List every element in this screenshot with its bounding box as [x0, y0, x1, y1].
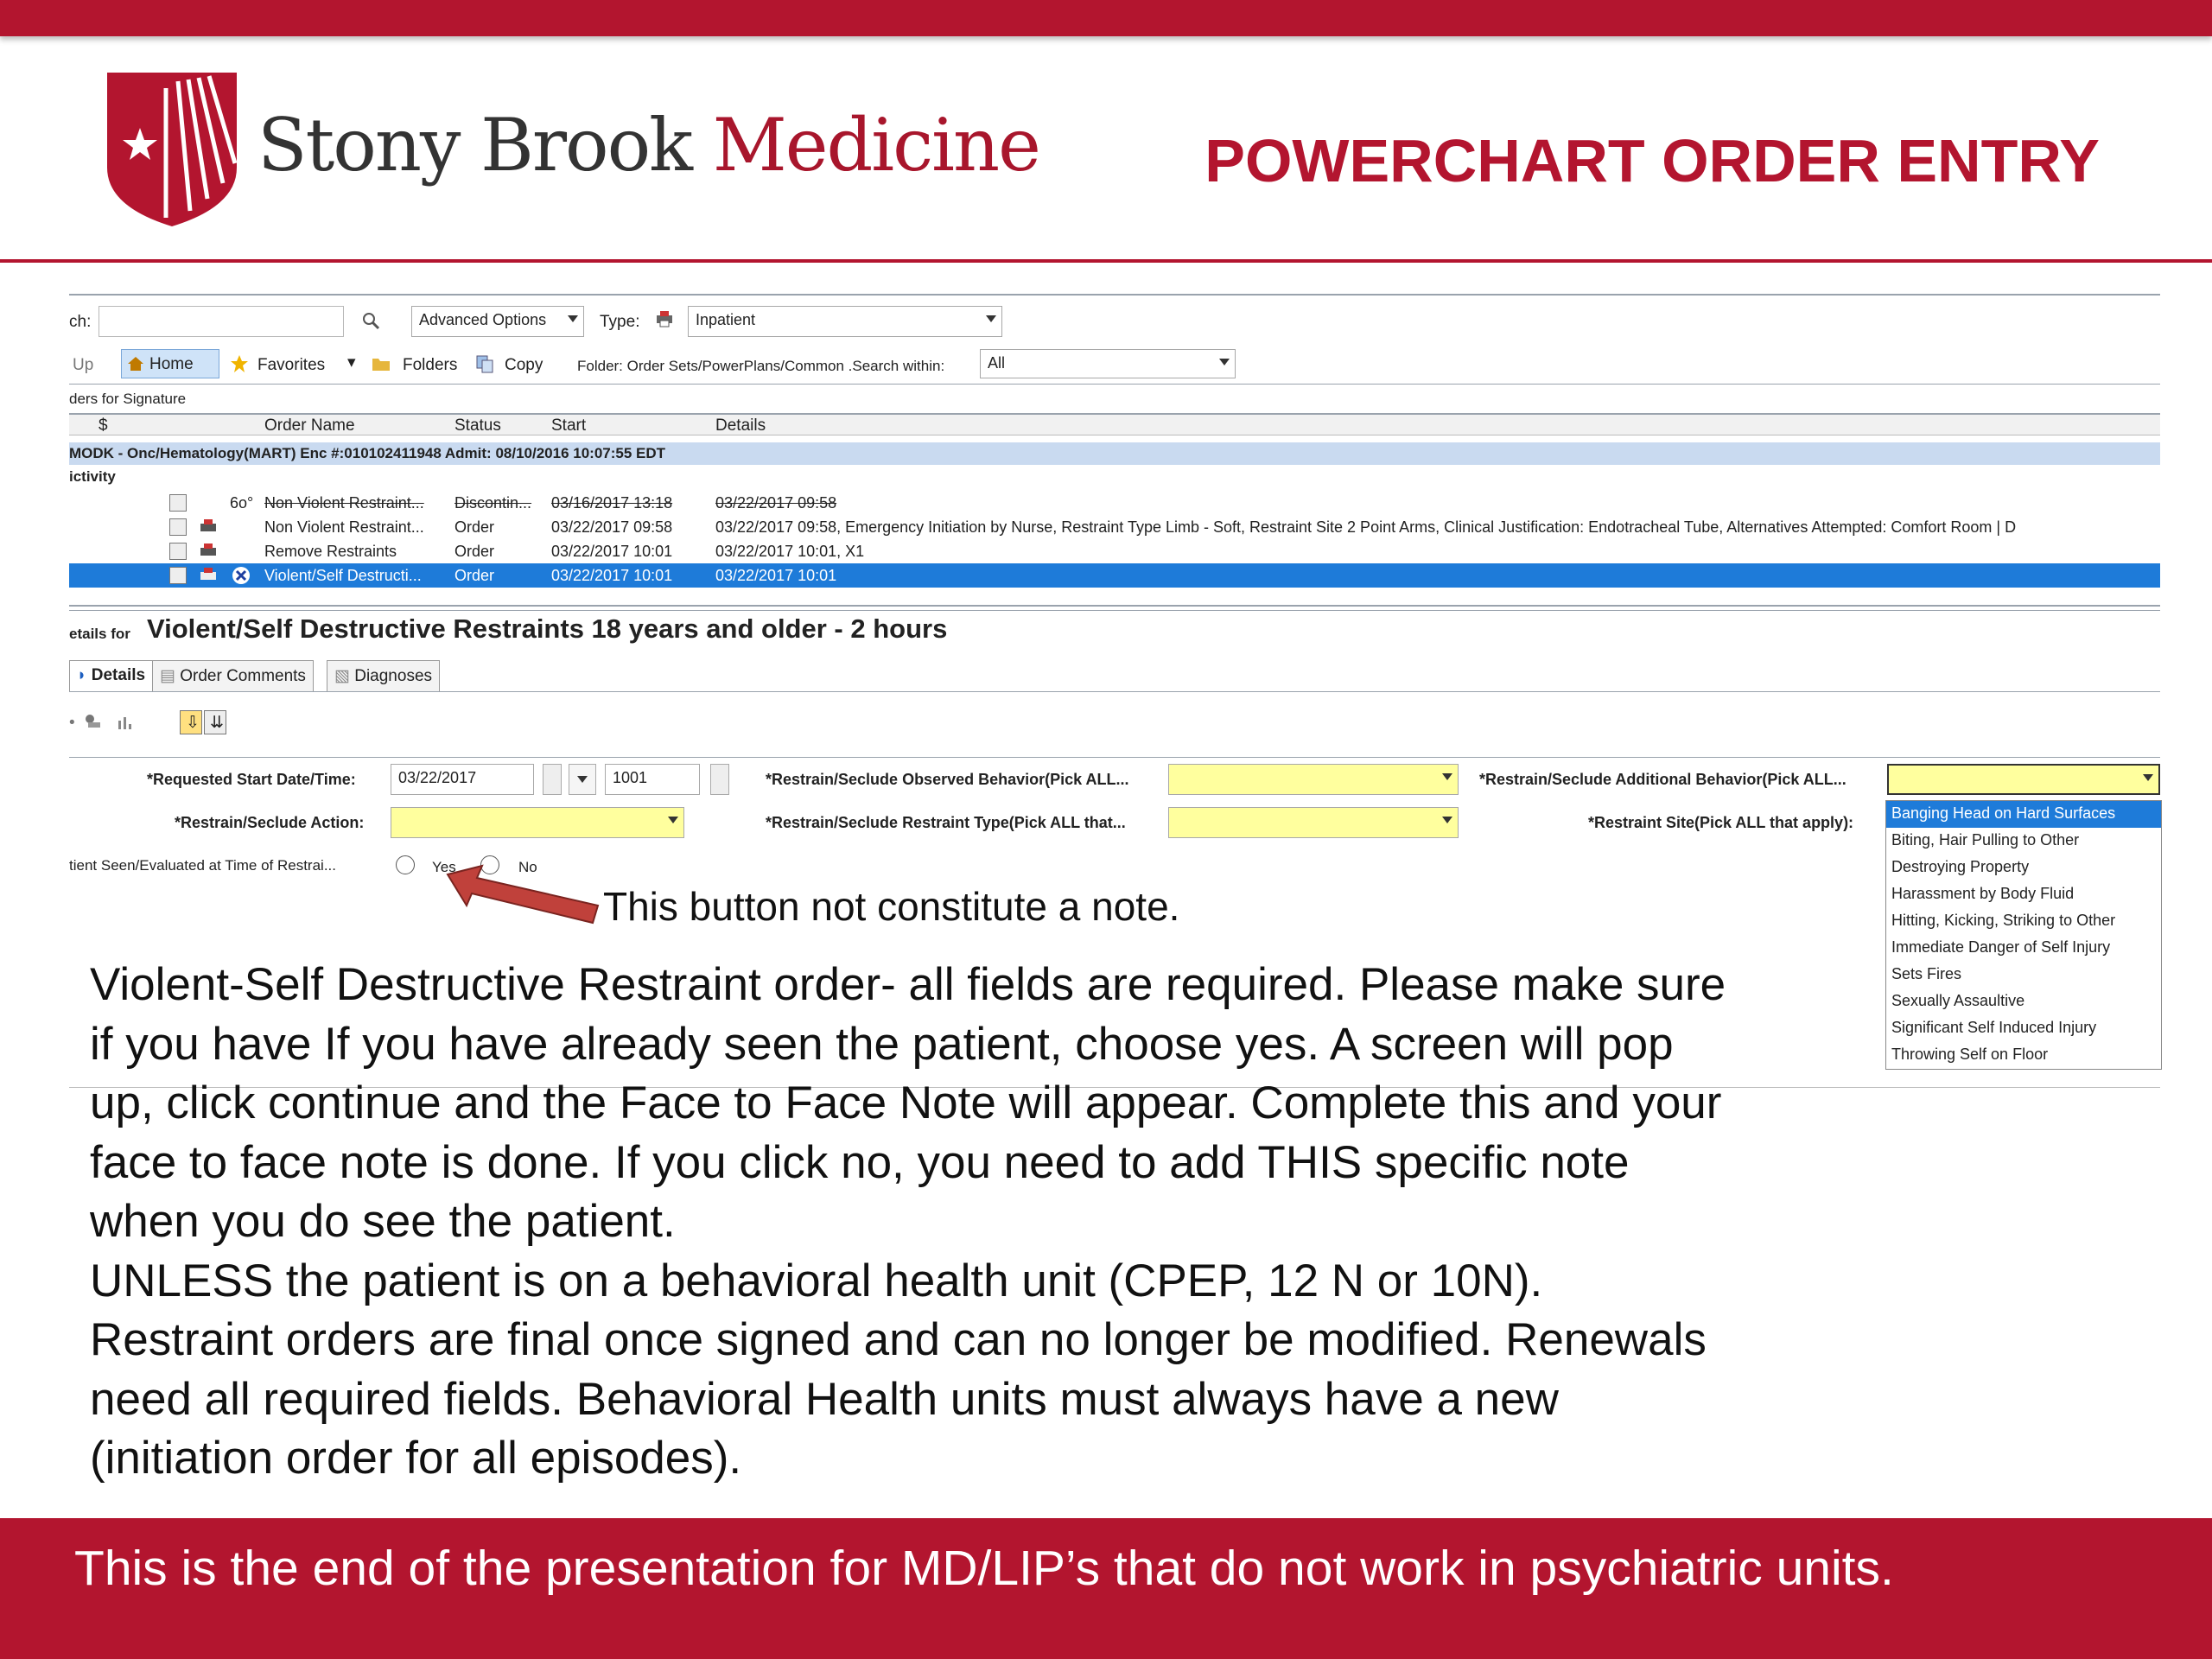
- instruction-line: up, click continue and the Face to Face Note will appear. Complete this and your: [90, 1077, 1722, 1128]
- favorites-button[interactable]: Favorites: [257, 356, 326, 374]
- list-item[interactable]: Biting, Hair Pulling to Other: [1891, 831, 2080, 849]
- order-printer-icon: [199, 518, 218, 537]
- chevron-down-icon: [577, 776, 588, 783]
- restraint-site-label: *Restraint Site(Pick ALL that apply):: [1588, 814, 1854, 831]
- restraint-type-dropdown[interactable]: [1168, 807, 1459, 838]
- patient-encounter-text: MODK - Onc/Hematology(MART) Enc #:010102411948 Admit: 08/10/2016 10:07:55 EDT: [69, 445, 666, 461]
- tab-details-label: Details: [91, 666, 146, 684]
- col-details[interactable]: Details: [715, 416, 766, 435]
- col-status[interactable]: Status: [454, 416, 501, 435]
- divider: [69, 605, 2160, 607]
- order-status: Order: [454, 543, 495, 560]
- col-price[interactable]: $: [99, 416, 108, 435]
- row-checkbox[interactable]: [169, 567, 187, 584]
- link-icon: 6o°: [230, 494, 254, 512]
- row-checkbox[interactable]: [169, 543, 187, 560]
- row-checkbox[interactable]: [169, 494, 187, 512]
- instruction-line: Violent-Self Destructive Restraint order- all fields are required. Please make sure: [90, 959, 1726, 1010]
- observed-behavior-dropdown[interactable]: [1168, 764, 1459, 795]
- order-start: 03/22/2017 10:01: [551, 567, 673, 584]
- table-row-selected[interactable]: [69, 563, 2160, 588]
- date-spinner[interactable]: [543, 764, 562, 795]
- chevron-down-icon: [668, 817, 678, 823]
- instruction-line: Restraint orders are final once signed and can no longer be modified. Renewals: [90, 1314, 1707, 1365]
- dose-icon[interactable]: [83, 712, 102, 731]
- comments-icon: ▤: [160, 667, 181, 685]
- footer-text: This is the end of the presentation for MD/LIP’s that do not work in psychiatric units.: [74, 1541, 1894, 1596]
- order-details: 03/22/2017 10:01, X1: [715, 543, 865, 560]
- chevron-down-icon: [1442, 817, 1452, 823]
- col-start[interactable]: Start: [551, 416, 587, 435]
- details-prefix: etails for: [69, 626, 130, 642]
- additional-behavior-label: *Restrain/Seclude Additional Behavior(Pick ALL...: [1479, 771, 1847, 788]
- favorites-dropdown-icon[interactable]: ▾: [347, 353, 356, 372]
- start-date-value: 03/22/2017: [398, 769, 477, 786]
- tab-diagnoses[interactable]: [327, 660, 440, 691]
- search-within-dropdown[interactable]: [980, 349, 1236, 378]
- callout-arrow-icon: [444, 861, 600, 930]
- order-details: 03/22/2017 10:01: [715, 567, 837, 584]
- divider: [69, 294, 2160, 296]
- slide-title: POWERCHART ORDER ENTRY: [1205, 127, 2100, 194]
- instruction-line: face to face note is done. If you click no, you need to add THIS specific note: [90, 1136, 1630, 1188]
- chart-icon[interactable]: [116, 712, 135, 731]
- order-name: Non Violent Restraint...: [264, 494, 424, 512]
- row-checkbox[interactable]: [169, 518, 187, 536]
- list-item[interactable]: Harassment by Body Fluid: [1891, 885, 2075, 902]
- action-label: *Restrain/Seclude Action:: [175, 814, 365, 831]
- chevron-down-icon: [1442, 773, 1452, 780]
- folder-icon: [372, 354, 391, 373]
- divider: [69, 757, 2160, 758]
- instruction-line: if you have If you have already seen the patient, choose yes. A screen will pop: [90, 1018, 1674, 1070]
- folder-path-text: Folder: Order Sets/PowerPlans/Common .Search within:: [577, 358, 945, 374]
- activity-label: ictivity: [69, 468, 116, 485]
- order-start: 03/22/2017 09:58: [551, 518, 673, 536]
- patient-seen-yes-radio[interactable]: [396, 855, 415, 874]
- order-name: Non Violent Restraint...: [264, 518, 424, 536]
- table-row[interactable]: [69, 491, 2160, 515]
- observed-behavior-label: *Restrain/Seclude Observed Behavior(Pick ALL...: [766, 771, 1129, 788]
- orders-column-header: [69, 413, 2160, 435]
- order-status: Order: [454, 518, 495, 536]
- copy-button[interactable]: Copy: [505, 356, 543, 374]
- start-date-input[interactable]: [391, 764, 534, 795]
- copy-icon: [475, 354, 494, 373]
- divider: [69, 384, 2160, 385]
- order-name: Violent/Self Destructi...: [264, 567, 422, 584]
- order-printer-icon: [199, 566, 218, 585]
- home-label: Home: [149, 355, 194, 373]
- list-item[interactable]: Throwing Self on Floor: [1891, 1046, 2049, 1063]
- search-input[interactable]: [99, 306, 344, 337]
- start-datetime-label: *Requested Start Date/Time:: [147, 771, 356, 788]
- folders-button[interactable]: Folders: [403, 356, 458, 374]
- stony-brook-shield-logo: [107, 73, 237, 226]
- restraint-type-label: *Restrain/Seclude Restraint Type(Pick ALL that...: [766, 814, 1126, 831]
- chevron-down-icon: [986, 315, 996, 322]
- brand-name: Stony Brook: [257, 103, 692, 188]
- order-details: 03/22/2017 09:58: [715, 494, 837, 512]
- header-divider: [0, 259, 2212, 263]
- type-value: Inpatient: [696, 311, 756, 328]
- star-icon: [230, 354, 249, 373]
- list-item[interactable]: Significant Self Induced Injury: [1891, 1019, 2097, 1036]
- col-order-name[interactable]: Order Name: [264, 416, 355, 435]
- diagnoses-icon: ▧: [334, 667, 355, 685]
- list-item[interactable]: Sexually Assaultive: [1891, 992, 2025, 1009]
- double-chevron-down-icon: ⇊: [210, 714, 224, 732]
- type-label: Type:: [600, 313, 640, 331]
- list-item[interactable]: Sets Fires: [1891, 965, 1962, 982]
- order-start: 03/16/2017 13:18: [551, 494, 673, 512]
- cancel-icon[interactable]: [232, 566, 251, 585]
- list-item[interactable]: Banging Head on Hard Surfaces: [1886, 801, 2161, 828]
- order-status: Order: [454, 567, 495, 584]
- time-spinner[interactable]: [710, 764, 729, 795]
- calendar-dropdown[interactable]: [569, 764, 596, 795]
- instruction-line: UNLESS the patient is on a behavioral health unit (CPEP, 12 N or 10N).: [90, 1255, 1543, 1306]
- top-accent-bar: [0, 0, 2212, 36]
- search-within-value: All: [988, 354, 1006, 372]
- action-dropdown[interactable]: [391, 807, 684, 838]
- brand-wordmark: [257, 102, 1039, 188]
- list-item[interactable]: Destroying Property: [1891, 858, 2030, 875]
- tab-order-comments-label: Order Comments: [180, 667, 306, 685]
- yes-button-annotation: This button not constitute a note.: [603, 884, 1180, 929]
- order-printer-icon: [199, 542, 218, 561]
- advanced-options-dropdown[interactable]: [411, 306, 584, 337]
- chevron-down-icon: [2143, 774, 2153, 781]
- list-item[interactable]: Immediate Danger of Self Injury: [1891, 938, 2111, 956]
- info-icon: ◗: [77, 666, 92, 684]
- start-time-input[interactable]: [605, 764, 700, 795]
- yes-label: Yes: [432, 859, 456, 875]
- printer-icon: [655, 309, 674, 328]
- instruction-text: [90, 956, 1956, 1489]
- patient-seen-label: tient Seen/Evaluated at Time of Restrai...: [69, 857, 336, 874]
- advanced-options-label: Advanced Options: [419, 311, 547, 328]
- table-row[interactable]: [69, 515, 2160, 539]
- order-name: Remove Restraints: [264, 543, 397, 560]
- additional-behavior-dropdown[interactable]: [1887, 764, 2160, 795]
- home-icon: [127, 355, 144, 372]
- divider: [69, 610, 2160, 611]
- tab-order-comments[interactable]: [152, 660, 314, 691]
- up-button[interactable]: Up: [73, 356, 94, 374]
- arrow-down-icon: ⇩: [186, 714, 200, 732]
- start-time-value: 1001: [613, 769, 648, 786]
- patient-encounter-bar: [69, 442, 2160, 465]
- toolbar-dot-icon: •: [69, 714, 75, 732]
- brand-suffix: Medicine: [712, 103, 1039, 188]
- orders-section-label: ders for Signature: [69, 391, 187, 407]
- list-item[interactable]: Hitting, Kicking, Striking to Other: [1891, 912, 2116, 929]
- tab-details[interactable]: [69, 660, 153, 691]
- details-title: Violent/Self Destructive Restraints 18 years and older - 2 hours: [147, 613, 948, 644]
- chevron-down-icon: [1219, 359, 1230, 365]
- instruction-line: need all required fields. Behavioral Health units must always have a new: [90, 1373, 1559, 1425]
- table-row[interactable]: [69, 539, 2160, 563]
- expand-all-button[interactable]: [204, 710, 226, 734]
- type-dropdown[interactable]: [688, 306, 1002, 337]
- instruction-line: (initiation order for all episodes).: [90, 1433, 742, 1484]
- order-details: 03/22/2017 09:58, Emergency Initiation by Nurse, Restraint Type Limb - Soft, Restraint Site 2 Point Arms, Clinical Justification: Endotracheal Tube, Alternatives Attempted: Comfort Room | D: [715, 518, 2017, 536]
- home-button[interactable]: [121, 349, 219, 378]
- no-label: No: [518, 859, 537, 875]
- chevron-down-icon: [568, 315, 578, 322]
- instruction-line: when you do see the patient.: [90, 1196, 676, 1247]
- divider: [69, 691, 2160, 692]
- order-status: Discontin...: [454, 494, 532, 512]
- next-required-button[interactable]: [180, 710, 202, 734]
- search-icon[interactable]: [361, 311, 380, 330]
- order-start: 03/22/2017 10:01: [551, 543, 673, 560]
- search-label: ch:: [69, 313, 92, 331]
- tab-diagnoses-label: Diagnoses: [354, 667, 433, 685]
